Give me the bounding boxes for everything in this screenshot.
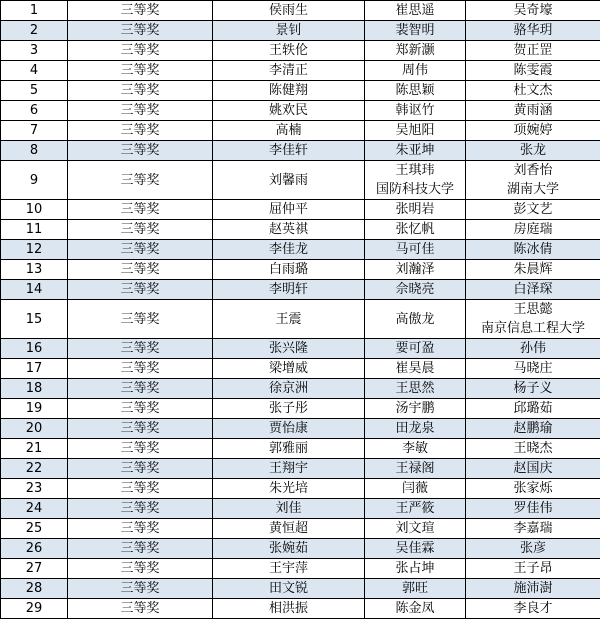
row-number-cell: 1 <box>1 1 68 21</box>
member-3-cell <box>466 161 600 200</box>
member-name: 田龙泉 <box>365 419 465 438</box>
row-number-cell: 18 <box>1 379 68 399</box>
row-number-cell: 25 <box>1 519 68 539</box>
member-name: 陈金凤 <box>365 599 465 618</box>
member-1-cell <box>213 280 365 300</box>
row-number-cell: 11 <box>1 220 68 240</box>
member-1-cell <box>213 419 365 439</box>
member-3-cell <box>466 579 600 599</box>
member-1-cell <box>213 220 365 240</box>
member-name: 高楠 <box>213 121 364 140</box>
member-3-cell <box>466 439 600 459</box>
award-level-cell: 三等奖 <box>68 61 213 81</box>
member-name: 陈冰倩 <box>466 240 600 259</box>
member-name: 郭旺 <box>365 579 465 598</box>
member-name: 刘馨雨 <box>213 171 364 190</box>
member-name: 王严筱 <box>365 499 465 518</box>
member-1-cell <box>213 379 365 399</box>
member-2-cell <box>365 399 466 419</box>
member-name: 邱璐茹 <box>466 399 600 418</box>
member-2-cell <box>365 300 466 339</box>
member-name: 张婉茹 <box>213 539 364 558</box>
member-name: 李敏 <box>365 439 465 458</box>
member-name: 王子昂 <box>466 559 600 578</box>
member-2-cell <box>365 240 466 260</box>
member-name: 景钊 <box>213 21 364 40</box>
member-name: 李清正 <box>213 61 364 80</box>
member-name: 贺正罡 <box>466 41 600 60</box>
row-number-cell: 14 <box>1 280 68 300</box>
member-name: 陈雯霞 <box>466 61 600 80</box>
table-row <box>1 419 600 439</box>
member-name: 骆华玥 <box>466 21 600 40</box>
member-2-cell <box>365 81 466 101</box>
row-number-cell: 20 <box>1 419 68 439</box>
member-3-cell <box>466 379 600 399</box>
member-1-cell <box>213 339 365 359</box>
table-row <box>1 240 600 260</box>
table-row <box>1 399 600 419</box>
row-number-cell: 5 <box>1 81 68 101</box>
table-row <box>1 579 600 599</box>
member-3-cell <box>466 519 600 539</box>
table-row <box>1 200 600 220</box>
member-name: 王翔宇 <box>213 459 364 478</box>
award-level-cell: 三等奖 <box>68 1 213 21</box>
member-name: 佘晓亮 <box>365 280 465 299</box>
award-level-cell: 三等奖 <box>68 121 213 141</box>
award-level-cell: 三等奖 <box>68 300 213 339</box>
member-1-cell <box>213 300 365 339</box>
member-2-cell <box>365 359 466 379</box>
award-level-cell: 三等奖 <box>68 41 213 61</box>
member-name: 高傲龙 <box>365 310 465 329</box>
member-name: 王晓杰 <box>466 439 600 458</box>
member-name: 白泽琛 <box>466 280 600 299</box>
member-name: 罗佳伟 <box>466 499 600 518</box>
member-name: 王震 <box>213 310 364 329</box>
row-number-cell: 16 <box>1 339 68 359</box>
member-3-cell <box>466 141 600 161</box>
member-name: 吴旭阳 <box>365 121 465 140</box>
member-1-cell <box>213 260 365 280</box>
member-1-cell <box>213 439 365 459</box>
member-name: 贾怡康 <box>213 419 364 438</box>
member-2-cell <box>365 121 466 141</box>
member-1-cell <box>213 161 365 200</box>
member-1-cell <box>213 459 365 479</box>
table-row <box>1 141 600 161</box>
member-name: 李佳龙 <box>213 240 364 259</box>
member-name: 崔昊晨 <box>365 359 465 378</box>
member-2-cell <box>365 519 466 539</box>
table-row <box>1 101 600 121</box>
member-2-cell <box>365 339 466 359</box>
member-3-cell <box>466 479 600 499</box>
table-row <box>1 599 600 619</box>
member-name: 张忆帆 <box>365 220 465 239</box>
member-name: 吴奇壕 <box>466 1 600 20</box>
table-row <box>1 539 600 559</box>
member-2-cell <box>365 579 466 599</box>
member-name: 张彦 <box>466 539 600 558</box>
member-3-cell <box>466 459 600 479</box>
member-name: 王轶伦 <box>213 41 364 60</box>
school-name: 湖南大学 <box>466 180 600 199</box>
member-1-cell <box>213 240 365 260</box>
member-name: 侯雨生 <box>213 1 364 20</box>
table-row <box>1 1 600 21</box>
award-level-cell: 三等奖 <box>68 260 213 280</box>
member-3-cell <box>466 200 600 220</box>
member-name: 赵鹏瑜 <box>466 419 600 438</box>
member-name: 徐京洲 <box>213 379 364 398</box>
member-2-cell <box>365 200 466 220</box>
table-row <box>1 379 600 399</box>
member-name: 姚欢民 <box>213 101 364 120</box>
member-name: 孙伟 <box>466 339 600 358</box>
row-number-cell: 15 <box>1 300 68 339</box>
table-row <box>1 519 600 539</box>
member-2-cell <box>365 141 466 161</box>
member-name: 裴智明 <box>365 21 465 40</box>
table-row <box>1 161 600 200</box>
row-number-cell: 17 <box>1 359 68 379</box>
table-row <box>1 559 600 579</box>
member-name: 王禄阁 <box>365 459 465 478</box>
member-name: 朱亚坤 <box>365 141 465 160</box>
member-2-cell <box>365 479 466 499</box>
row-number-cell: 21 <box>1 439 68 459</box>
member-name: 要可盈 <box>365 339 465 358</box>
member-name: 郑新灏 <box>365 41 465 60</box>
member-3-cell <box>466 121 600 141</box>
award-level-cell: 三等奖 <box>68 379 213 399</box>
award-level-cell: 三等奖 <box>68 519 213 539</box>
member-2-cell <box>365 260 466 280</box>
member-name: 项婉婷 <box>466 121 600 140</box>
member-3-cell <box>466 1 600 21</box>
member-name: 赵英祺 <box>213 220 364 239</box>
award-level-cell: 三等奖 <box>68 81 213 101</box>
member-name: 王思懿 <box>466 300 600 319</box>
member-2-cell <box>365 459 466 479</box>
table-row <box>1 220 600 240</box>
member-name: 刘香怡 <box>466 161 600 180</box>
member-name: 张占坤 <box>365 559 465 578</box>
member-name: 梁增威 <box>213 359 364 378</box>
member-3-cell <box>466 399 600 419</box>
member-3-cell <box>466 539 600 559</box>
row-number-cell: 10 <box>1 200 68 220</box>
award-level-cell: 三等奖 <box>68 399 213 419</box>
member-name: 张子彤 <box>213 399 364 418</box>
member-3-cell <box>466 260 600 280</box>
member-1-cell <box>213 200 365 220</box>
member-name: 白雨璐 <box>213 260 364 279</box>
member-name: 闫薇 <box>365 479 465 498</box>
member-2-cell <box>365 161 466 200</box>
member-name: 彭文艺 <box>466 200 600 219</box>
award-table-body <box>1 1 600 619</box>
award-level-cell: 三等奖 <box>68 161 213 200</box>
award-level-cell: 三等奖 <box>68 240 213 260</box>
member-1-cell <box>213 1 365 21</box>
member-2-cell <box>365 379 466 399</box>
member-name: 李明轩 <box>213 280 364 299</box>
member-1-cell <box>213 141 365 161</box>
member-name: 韩讴竹 <box>365 101 465 120</box>
row-number-cell: 26 <box>1 539 68 559</box>
member-2-cell <box>365 61 466 81</box>
row-number-cell: 2 <box>1 21 68 41</box>
member-name: 崔思遥 <box>365 1 465 20</box>
member-2-cell <box>365 419 466 439</box>
table-row <box>1 339 600 359</box>
row-number-cell: 8 <box>1 141 68 161</box>
member-3-cell <box>466 280 600 300</box>
member-1-cell <box>213 41 365 61</box>
table-row <box>1 260 600 280</box>
member-2-cell <box>365 280 466 300</box>
member-3-cell <box>466 81 600 101</box>
member-1-cell <box>213 519 365 539</box>
award-level-cell: 三等奖 <box>68 359 213 379</box>
member-3-cell <box>466 61 600 81</box>
member-name: 朱光培 <box>213 479 364 498</box>
row-number-cell: 27 <box>1 559 68 579</box>
member-name: 刘佳 <box>213 499 364 518</box>
member-1-cell <box>213 399 365 419</box>
award-level-cell: 三等奖 <box>68 101 213 121</box>
member-3-cell <box>466 300 600 339</box>
member-name: 王琪玮 <box>365 161 465 180</box>
member-name: 黄恒超 <box>213 519 364 538</box>
member-name: 杨子义 <box>466 379 600 398</box>
member-1-cell <box>213 359 365 379</box>
table-row <box>1 359 600 379</box>
member-2-cell <box>365 101 466 121</box>
member-name: 黄雨涵 <box>466 101 600 120</box>
member-1-cell <box>213 579 365 599</box>
member-3-cell <box>466 359 600 379</box>
member-name: 杜文杰 <box>466 81 600 100</box>
row-number-cell: 3 <box>1 41 68 61</box>
table-row <box>1 21 600 41</box>
table-row <box>1 81 600 101</box>
row-number-cell: 22 <box>1 459 68 479</box>
member-name: 王宇萍 <box>213 559 364 578</box>
member-3-cell <box>466 101 600 121</box>
table-row <box>1 121 600 141</box>
award-level-cell: 三等奖 <box>68 280 213 300</box>
member-3-cell <box>466 599 600 619</box>
member-3-cell <box>466 419 600 439</box>
table-row <box>1 61 600 81</box>
award-level-cell: 三等奖 <box>68 439 213 459</box>
member-1-cell <box>213 81 365 101</box>
row-number-cell: 9 <box>1 161 68 200</box>
row-number-cell: 7 <box>1 121 68 141</box>
member-name: 张家烁 <box>466 479 600 498</box>
member-name: 张明岩 <box>365 200 465 219</box>
row-number-cell: 29 <box>1 599 68 619</box>
award-level-cell: 三等奖 <box>68 539 213 559</box>
table-row <box>1 280 600 300</box>
member-3-cell <box>466 220 600 240</box>
member-1-cell <box>213 559 365 579</box>
member-name: 汤宇鹏 <box>365 399 465 418</box>
member-1-cell <box>213 499 365 519</box>
member-name: 施沛澍 <box>466 579 600 598</box>
member-name: 刘文瑄 <box>365 519 465 538</box>
member-name: 田文锐 <box>213 579 364 598</box>
member-name: 马晓庄 <box>466 359 600 378</box>
award-level-cell: 三等奖 <box>68 419 213 439</box>
member-name: 郭雅丽 <box>213 439 364 458</box>
table-row <box>1 300 600 339</box>
member-name: 王思然 <box>365 379 465 398</box>
award-level-cell: 三等奖 <box>68 21 213 41</box>
award-level-cell: 三等奖 <box>68 339 213 359</box>
member-3-cell <box>466 339 600 359</box>
member-name: 赵国庆 <box>466 459 600 478</box>
member-name: 朱晨辉 <box>466 260 600 279</box>
row-number-cell: 24 <box>1 499 68 519</box>
member-name: 李佳轩 <box>213 141 364 160</box>
award-level-cell: 三等奖 <box>68 599 213 619</box>
member-3-cell <box>466 559 600 579</box>
member-name: 李嘉瑞 <box>466 519 600 538</box>
member-3-cell <box>466 21 600 41</box>
member-name: 张龙 <box>466 141 600 160</box>
table-row <box>1 479 600 499</box>
member-name: 陈健翔 <box>213 81 364 100</box>
member-2-cell <box>365 41 466 61</box>
row-number-cell: 23 <box>1 479 68 499</box>
member-3-cell <box>466 499 600 519</box>
award-level-cell: 三等奖 <box>68 459 213 479</box>
table-row <box>1 499 600 519</box>
row-number-cell: 6 <box>1 101 68 121</box>
member-name: 相洪振 <box>213 599 364 618</box>
member-name: 房庭瑞 <box>466 220 600 239</box>
member-2-cell <box>365 21 466 41</box>
award-level-cell: 三等奖 <box>68 499 213 519</box>
award-level-cell: 三等奖 <box>68 200 213 220</box>
member-1-cell <box>213 479 365 499</box>
member-name: 刘瀚泽 <box>365 260 465 279</box>
table-row <box>1 439 600 459</box>
school-name: 南京信息工程大学 <box>466 319 600 338</box>
member-name: 陈思颖 <box>365 81 465 100</box>
member-2-cell <box>365 539 466 559</box>
award-level-cell: 三等奖 <box>68 479 213 499</box>
member-name: 屈仲平 <box>213 200 364 219</box>
member-2-cell <box>365 499 466 519</box>
member-3-cell <box>466 41 600 61</box>
member-2-cell <box>365 1 466 21</box>
member-2-cell <box>365 439 466 459</box>
row-number-cell: 13 <box>1 260 68 280</box>
school-name: 国防科技大学 <box>365 180 465 199</box>
member-name: 马可佳 <box>365 240 465 259</box>
row-number-cell: 12 <box>1 240 68 260</box>
member-1-cell <box>213 599 365 619</box>
member-1-cell <box>213 539 365 559</box>
member-name: 李良才 <box>466 599 600 618</box>
row-number-cell: 4 <box>1 61 68 81</box>
award-level-cell: 三等奖 <box>68 220 213 240</box>
table-row <box>1 459 600 479</box>
member-2-cell <box>365 559 466 579</box>
member-name: 周伟 <box>365 61 465 80</box>
table-row <box>1 41 600 61</box>
member-3-cell <box>466 240 600 260</box>
row-number-cell: 28 <box>1 579 68 599</box>
award-level-cell: 三等奖 <box>68 141 213 161</box>
member-2-cell <box>365 220 466 240</box>
member-1-cell <box>213 61 365 81</box>
member-name: 吴佳霖 <box>365 539 465 558</box>
member-1-cell <box>213 21 365 41</box>
award-level-cell: 三等奖 <box>68 559 213 579</box>
row-number-cell: 19 <box>1 399 68 419</box>
award-level-cell: 三等奖 <box>68 579 213 599</box>
member-1-cell <box>213 101 365 121</box>
member-name: 张兴隆 <box>213 339 364 358</box>
member-1-cell <box>213 121 365 141</box>
member-2-cell <box>365 599 466 619</box>
